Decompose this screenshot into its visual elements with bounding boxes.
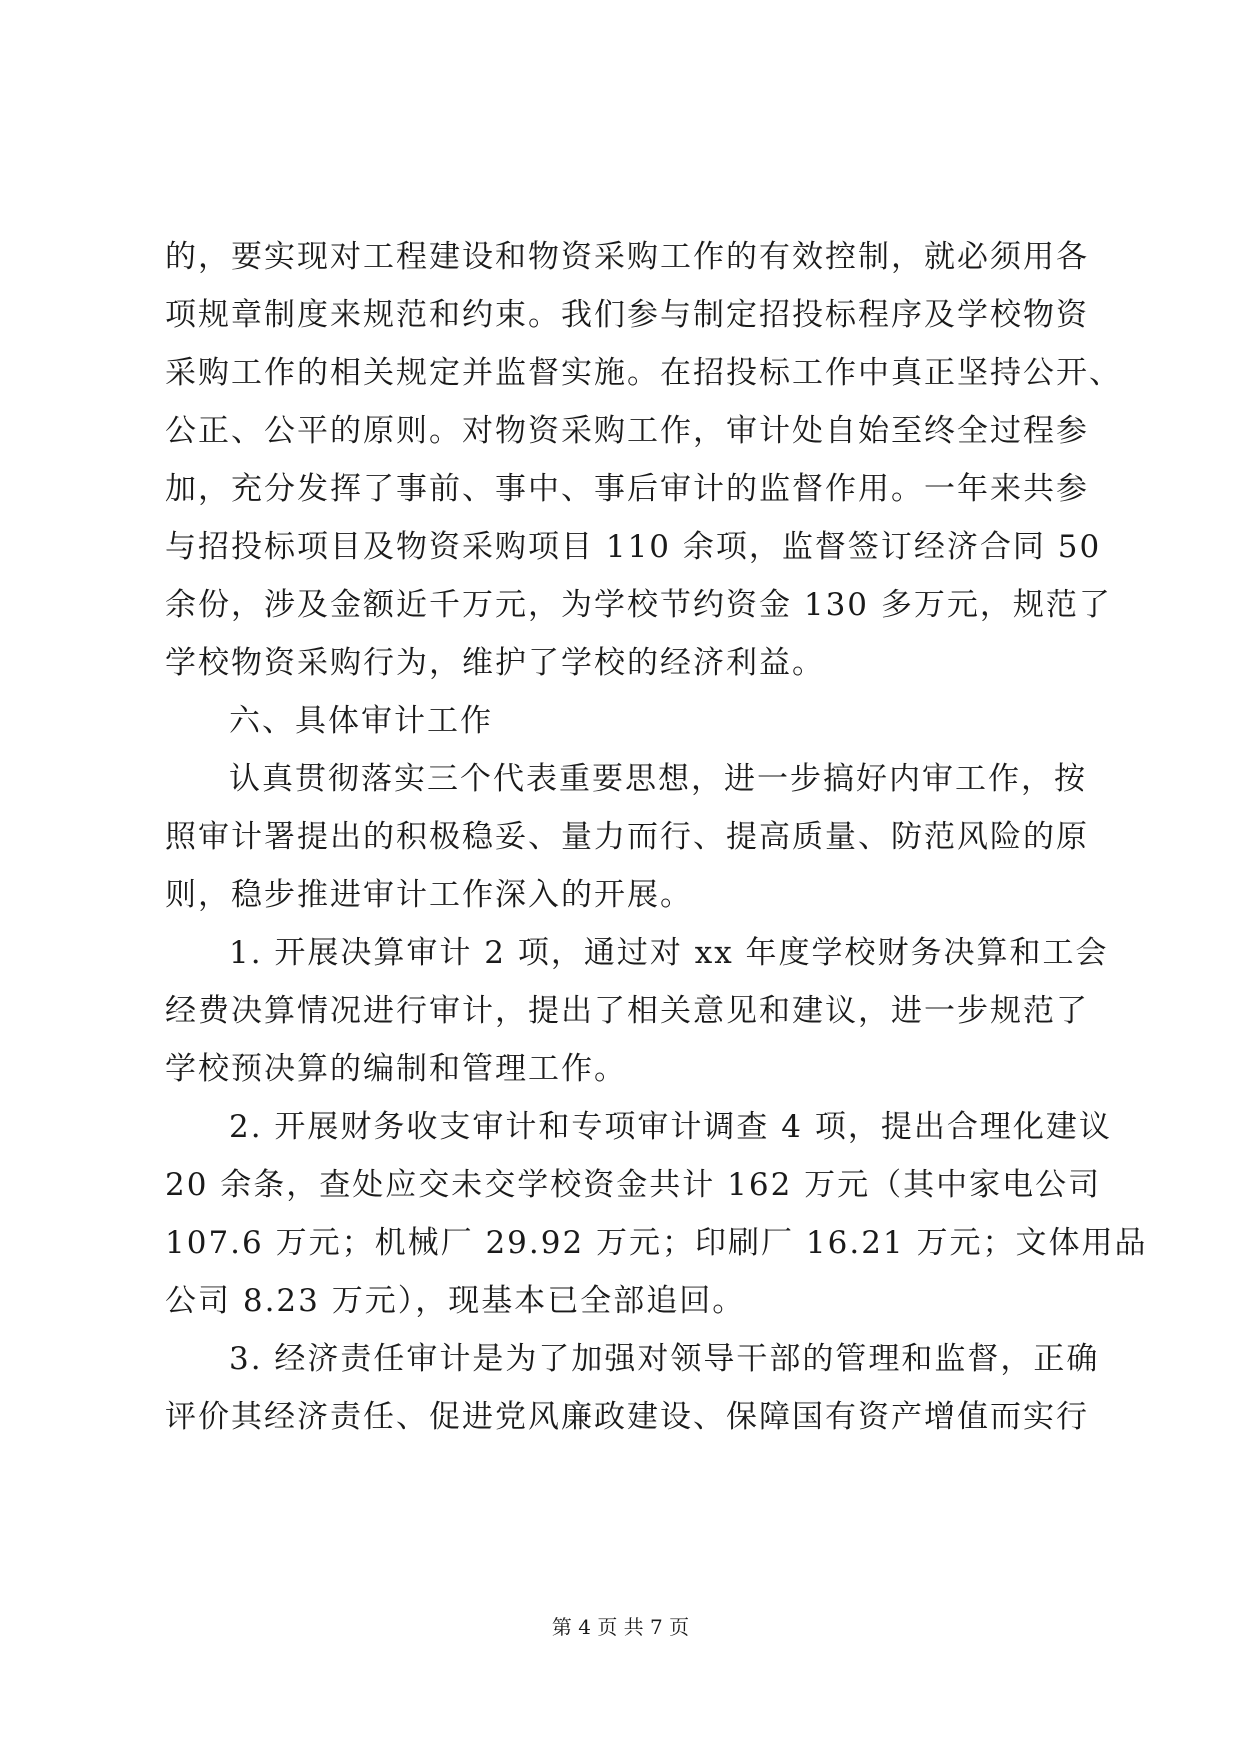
body-line: 与招投标项目及物资采购项目 110 余项，监督签订经济合同 50: [165, 529, 1102, 565]
body-line: 经费决算情况进行审计，提出了相关意见和建议，进一步规范了: [165, 993, 1089, 1029]
section-heading: 六、具体审计工作: [229, 703, 493, 739]
body-line: 学校预决算的编制和管理工作。: [165, 1051, 627, 1087]
body-line: 加，充分发挥了事前、事中、事后审计的监督作用。一年来共参: [165, 471, 1089, 507]
body-line: 余份，涉及金额近千万元，为学校节约资金 130 多万元，规范了: [165, 587, 1112, 623]
body-line: 则，稳步推进审计工作深入的开展。: [165, 877, 693, 913]
body-line: 3. 经济责任审计是为了加强对领导干部的管理和监督，正确: [229, 1341, 1100, 1377]
body-line: 照审计署提出的积极稳妥、量力而行、提高质量、防范风险的原: [165, 819, 1089, 855]
body-line: 2. 开展财务收支审计和专项审计调查 4 项，提出合理化建议: [229, 1109, 1112, 1145]
body-line: 的，要实现对工程建设和物资采购工作的有效控制，就必须用各: [165, 239, 1089, 275]
page-number-footer: 第 4 页 共 7 页: [551, 1615, 690, 1639]
body-line: 107.6 万元；机械厂 29.92 万元；印刷厂 16.21 万元；文体用品: [165, 1225, 1148, 1261]
body-line: 采购工作的相关规定并监督实施。在招投标工作中真正坚持公开、: [165, 355, 1122, 391]
body-line: 项规章制度来规范和约束。我们参与制定招投标程序及学校物资: [165, 297, 1089, 333]
body-line: 评价其经济责任、促进党风廉政建设、保障国有资产增值而实行: [165, 1399, 1089, 1435]
body-line: 20 余条，查处应交未交学校资金共计 162 万元（其中家电公司: [165, 1167, 1102, 1203]
body-line: 认真贯彻落实三个代表重要思想，进一步搞好内审工作，按: [229, 761, 1087, 797]
body-line: 1. 开展决算审计 2 项，通过对 xx 年度学校财务决算和工会: [229, 935, 1109, 971]
body-line: 学校物资采购行为，维护了学校的经济利益。: [165, 645, 825, 681]
body-line: 公正、公平的原则。对物资采购工作，审计处自始至终全过程参: [165, 413, 1089, 449]
body-line: 公司 8.23 万元），现基本已全部追回。: [165, 1283, 746, 1319]
